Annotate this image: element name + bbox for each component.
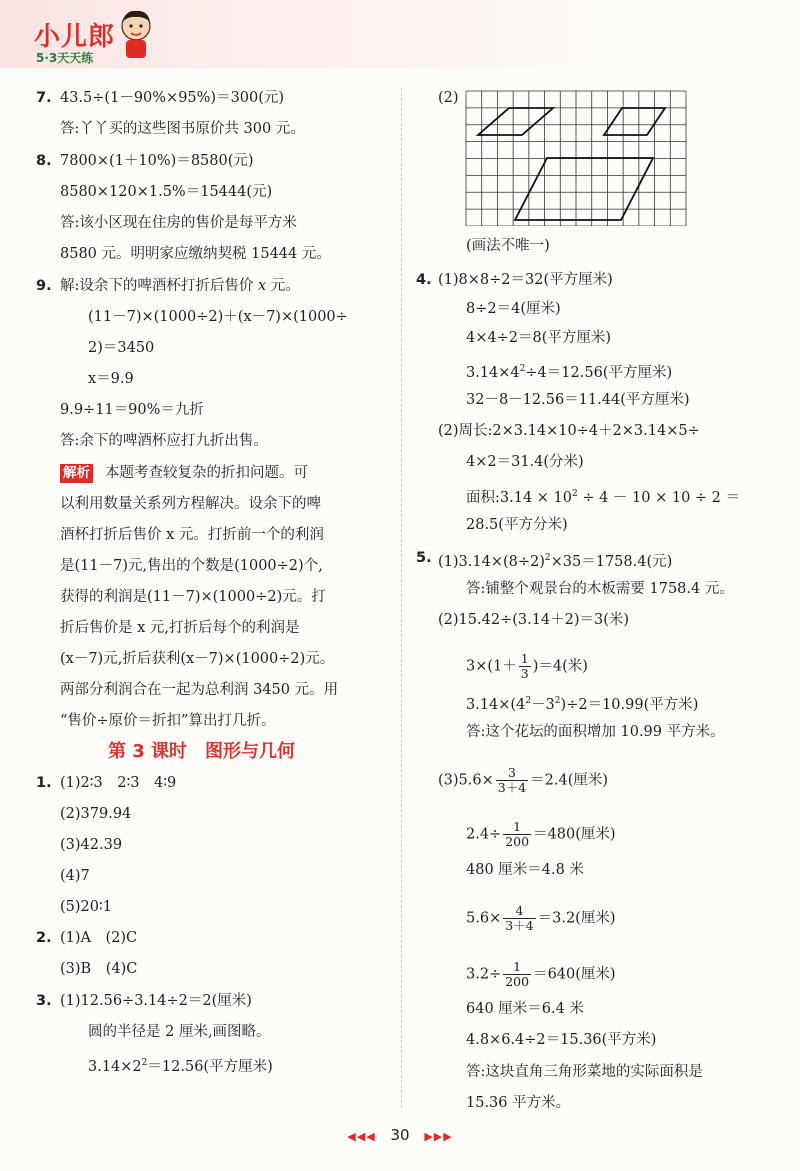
next-arrows-icon: ▶▶▶ (424, 1130, 453, 1143)
brand-subtitle: 5·3天天练 (36, 51, 94, 65)
q4-line-6: (2)周长:2×3.14×10÷4＋2×3.14×5÷ (438, 423, 700, 439)
q5-line-11: 3.2÷ $\frac{1}{200}$ ＝640(厘米) (466, 959, 616, 989)
s1-answer-2: (2)379.94 (60, 806, 132, 822)
fraction-1-over-200-b: $\frac{1}{200}$ (505, 959, 530, 989)
q4-line-3: 4×4÷2＝8(平方厘米) (466, 330, 612, 346)
column-divider (401, 88, 402, 1108)
header-banner (0, 0, 800, 68)
s1-answer-5: (5)20∶1 (60, 899, 112, 915)
fraction-3-over-7: $\frac{3}{3+4}$ (497, 765, 527, 795)
analysis-tag: 解析 (60, 464, 93, 483)
s3-line-2: 圆的半径是 2 厘米,画图略。 (88, 1024, 271, 1040)
fraction-1-over-200: $\frac{1}{200}$ (505, 819, 530, 849)
q9-line-3: 2)＝3450 (88, 340, 155, 356)
s3-number: 3. (36, 993, 52, 1009)
page-footer (0, 1126, 800, 1144)
s1-answer-4: (4)7 (60, 868, 90, 884)
analysis-line-6: 折后售价是 x 元,打折后每个的利润是 (60, 620, 300, 636)
q5-line-2: 答:铺整个观景台的木板需要 1758.4 元。 (466, 581, 734, 597)
analysis-line-7: (x－7)元,折后获利(x－7)×(1000÷2)元。 (60, 651, 335, 667)
q4-line-4: $3.14\times 4^2\div 4=12.56$(平方厘米) (466, 364, 673, 381)
q8-line-3: 答:该小区现在住房的售价是每平方米 (60, 215, 297, 231)
q4-line-1: (1)8×8÷2＝32(平方厘米) (438, 272, 613, 288)
page-number: 30 (390, 1126, 410, 1144)
s2-number: 2. (36, 930, 52, 946)
s1-answer-3: (3)42.39 (60, 837, 123, 853)
q5-line-10: 5.6× $\frac{4}{3+4}$ ＝3.2(厘米) (466, 903, 616, 933)
prev-arrows-icon: ◀◀◀ (347, 1130, 376, 1143)
brand-logo: 小儿郎 (34, 22, 116, 52)
q7-line-2: 答:丫丫买的这些图书原价共 300 元。 (60, 121, 305, 137)
s3-line-1: (1)12.56÷3.14÷2＝2(厘米) (60, 993, 252, 1009)
q5-line-6: 答:这个花坛的面积增加 10.99 平方米。 (466, 724, 725, 740)
fraction-one-third: $\frac{1}{3}$ (520, 651, 529, 681)
q5-line-14: 答:这块直角三角形菜地的实际面积是 (466, 1064, 703, 1080)
parallelogram-1 (478, 108, 553, 135)
q5-line-9: 480 厘米＝4.8 米 (466, 862, 584, 878)
mascot-icon (118, 8, 154, 60)
parallelogram-grid-figure (465, 90, 687, 226)
analysis-line-5: 获得的利润是(11－7)×(1000÷2)元。打 (60, 589, 326, 605)
q9-line-6: 答:余下的啤酒杯应打九折出售。 (60, 433, 268, 449)
analysis-line-9: “售价÷原价＝折扣”算出打几折。 (60, 713, 276, 729)
q5-line-15: 15.36 平方米。 (466, 1095, 571, 1111)
s1-number: 1. (36, 775, 52, 791)
q5-line-4: 3×(1＋ $\frac{1}{3}$ )＝4(米) (466, 651, 588, 681)
q4-line-8: 面积:3.14 × $10^2 \div 4 - 10 \times 10 \div 2$ ＝ (466, 489, 741, 506)
q4-line-9: 28.5(平方分米) (466, 517, 568, 533)
q4-line-7: 4×2＝31.4(分米) (466, 454, 584, 470)
analysis-line-3: 酒杯打折后售价 x 元。打折前一个的利润 (60, 527, 324, 543)
analysis-line-4: 是(11－7)元,售出的个数是(1000÷2)个, (60, 558, 323, 574)
q5-line-8: 2.4÷ $\frac{1}{200}$ ＝480(厘米) (466, 819, 616, 849)
analysis-line-2: 以利用数量关系列方程解决。设余下的啤 (60, 496, 321, 512)
q4-line-5: 32－8－12.56＝11.44(平方厘米) (466, 392, 690, 408)
section-title: 第 3 课时 图形与几何 (108, 741, 296, 762)
parallelogram-3 (515, 158, 653, 220)
q8-line-2: 8580×120×1.5%＝15444(元) (60, 184, 273, 200)
q5-line-1: $(1)3.14\times(8\div 2)^2\times 35=1758.4$(元) (438, 553, 673, 570)
fraction-4-over-7: $\frac{4}{3+4}$ (505, 903, 534, 933)
q4-line-2: 8÷2＝4(厘米) (466, 301, 561, 317)
s2-answer-1: (1)A (2)C (60, 930, 138, 946)
q9-line-5: 9.9÷11＝90%＝九折 (60, 402, 204, 418)
q5-line-3: (2)15.42÷(3.14＋2)＝3(米) (438, 612, 630, 628)
q9-line-4: x＝9.9 (88, 371, 134, 387)
s2-answer-2: (3)B (4)C (60, 961, 138, 977)
s3-line-3: $3.14\times 2^2=12.56$(平方厘米) (88, 1058, 273, 1075)
q8-line-4: 8580 元。明明家应缴纳契税 15444 元。 (60, 246, 331, 262)
grid-caption: (画法不唯一) (466, 238, 550, 254)
q5-line-7: (3)5.6× $\frac{3}{3+4}$ ＝2.4(厘米) (438, 765, 609, 795)
q3-2-label: (2) (438, 90, 459, 106)
q8-number: 8. (36, 153, 52, 169)
q5-line-12: 640 厘米＝6.4 米 (466, 1001, 584, 1017)
q5-line-5: $3.14\times(4^2-3^2)\div 2=10.99$(平方米) (466, 696, 699, 713)
q7-number: 7. (36, 90, 52, 106)
q4-number: 4. (416, 272, 432, 288)
q9-number: 9. (36, 278, 52, 294)
analysis-line-1: 解析 本题考查较复杂的折扣问题。可 (60, 463, 308, 483)
q8-line-1: 7800×(1＋10%)＝8580(元) (60, 153, 254, 169)
q9-line-1: 解:设余下的啤酒杯打折后售价 x 元。 (60, 278, 300, 294)
s1-answer-1: (1)2∶3 2∶3 4∶9 (60, 775, 177, 791)
q7-line-1: 43.5÷(1－90%×95%)＝300(元) (60, 90, 285, 106)
parallelogram-2 (604, 108, 665, 135)
q9-line-2: (11－7)×(1000÷2)＋(x－7)×(1000÷ (88, 309, 348, 325)
q5-number: 5. (416, 550, 432, 566)
q5-line-13: 4.8×6.4÷2＝15.36(平方米) (466, 1032, 657, 1048)
analysis-line-8: 两部分利润合在一起为总利润 3450 元。用 (60, 682, 339, 698)
